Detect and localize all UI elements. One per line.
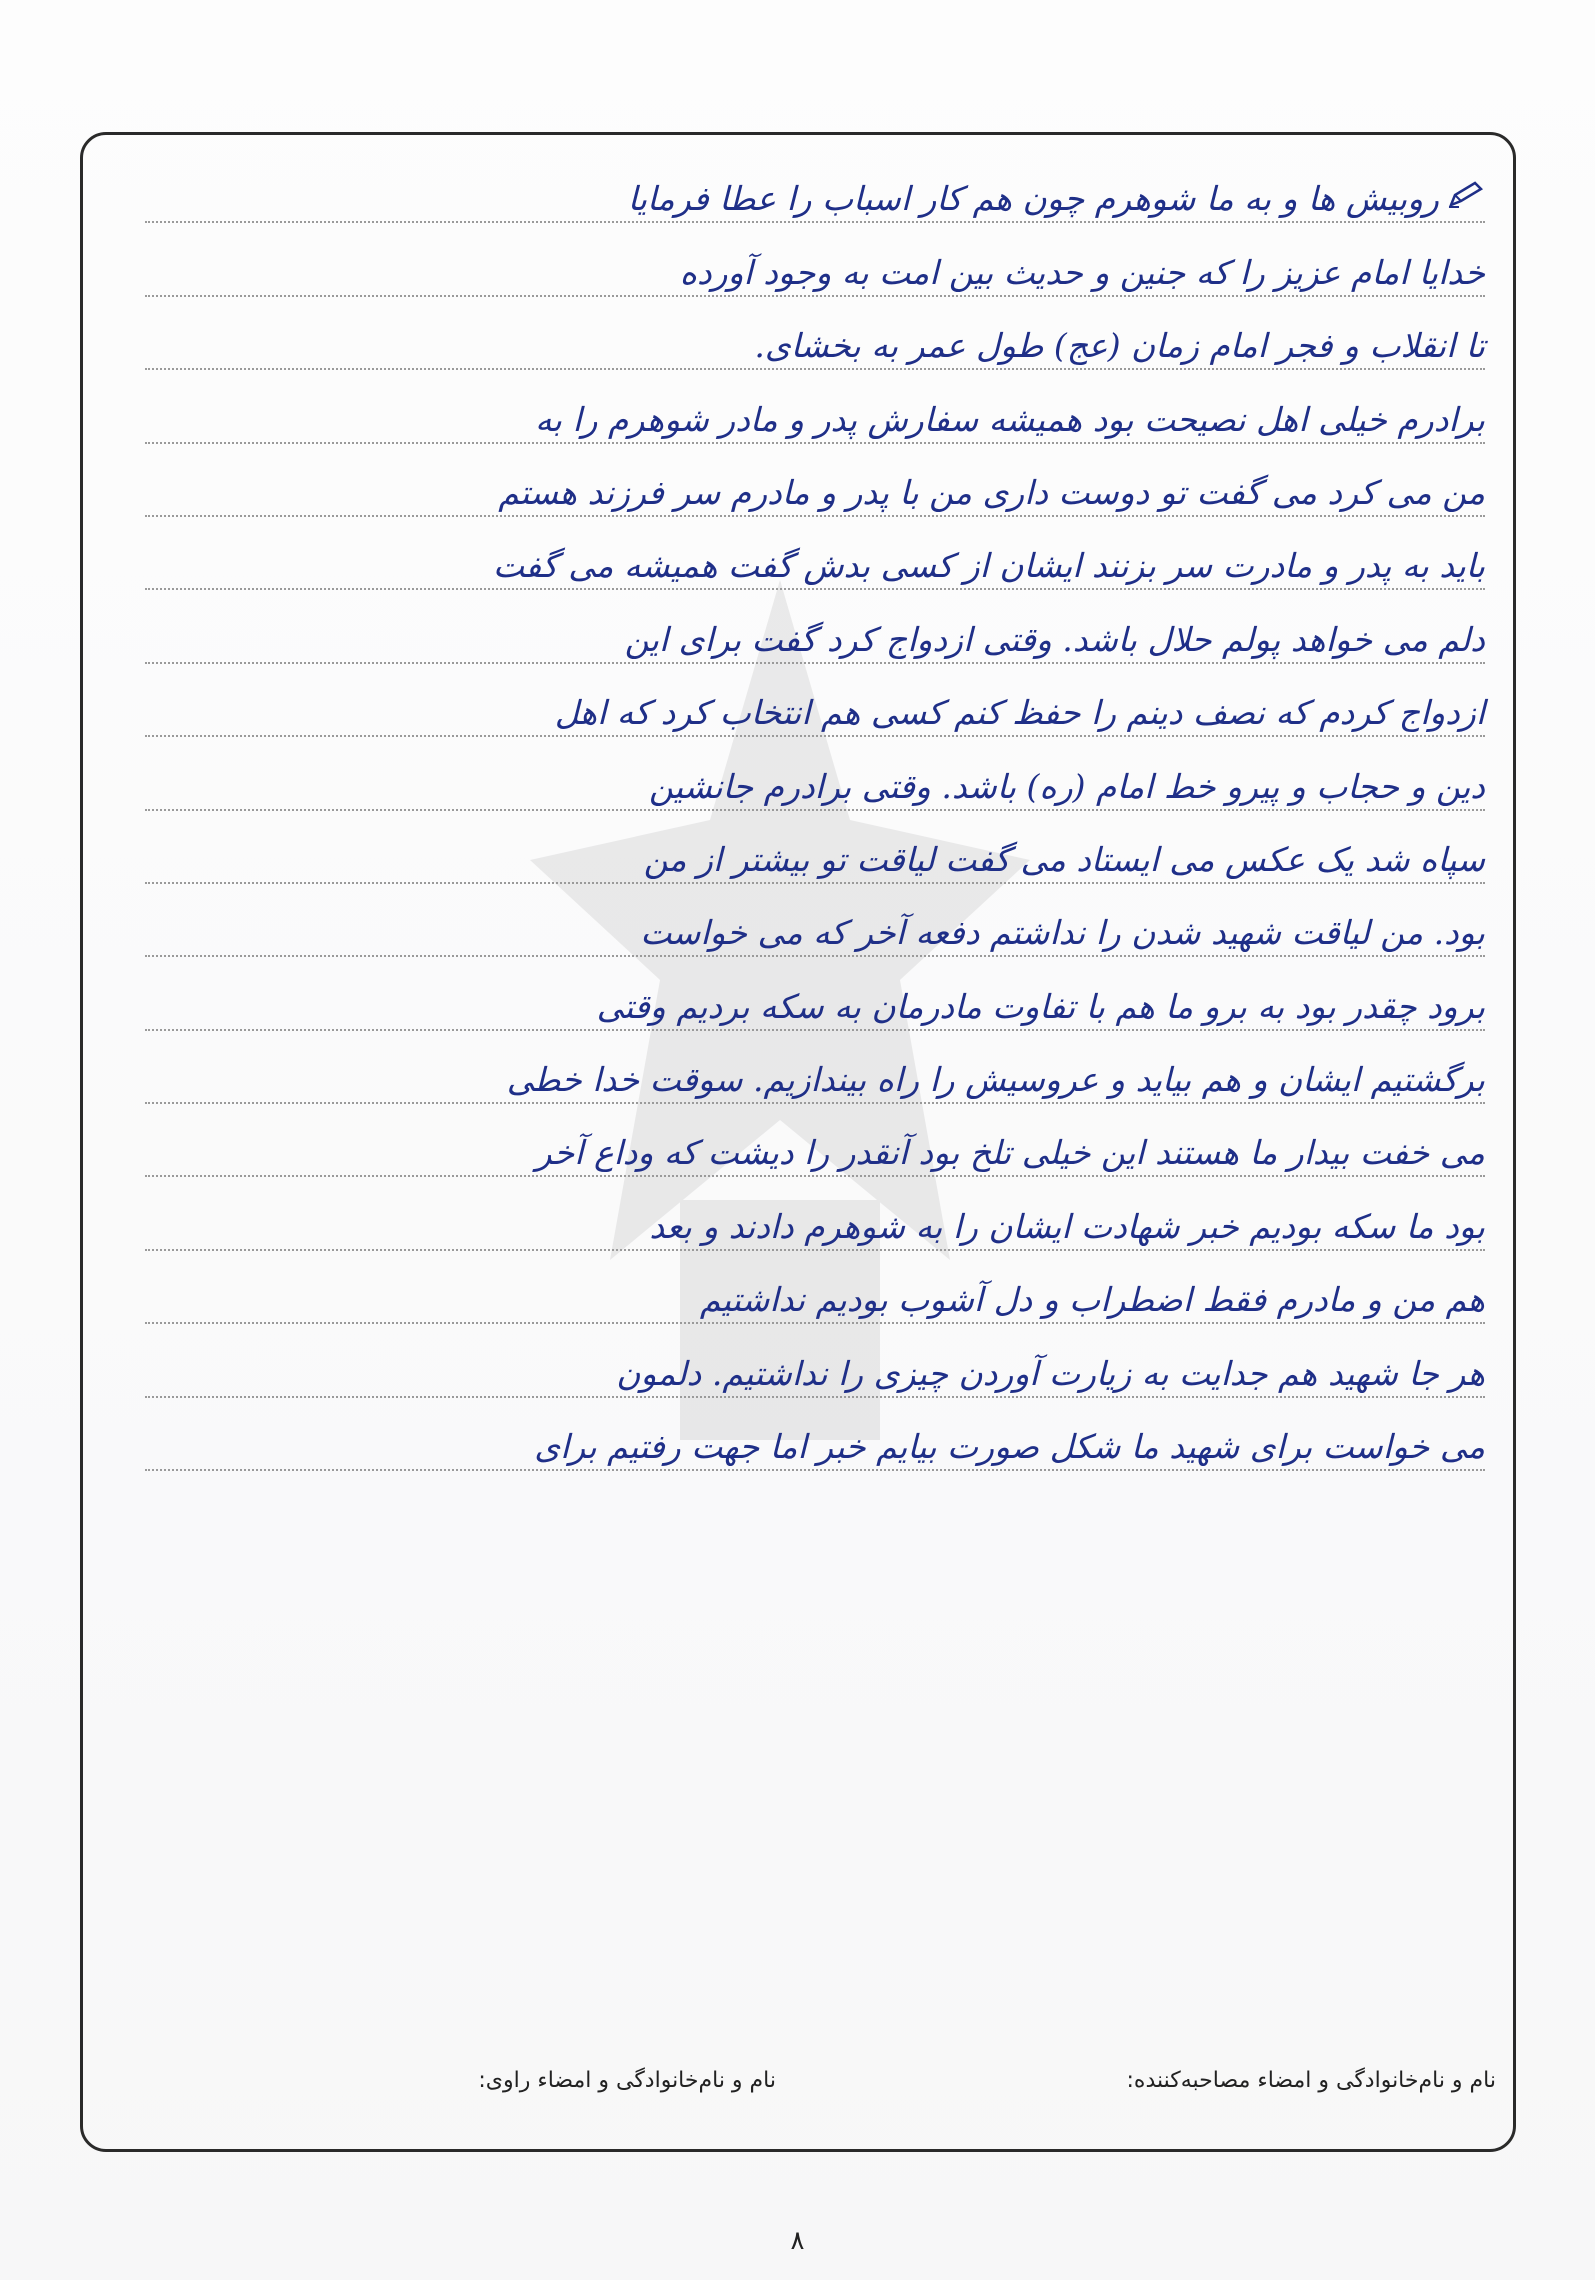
text-line bbox=[145, 664, 1485, 737]
line-text: بود. من لیاقت شهید شدن را نداشتم دفعه آخر که می خواست bbox=[640, 913, 1485, 953]
line-text: هم من و مادرم فقط اضطراب و دل آشوب بودیم نداشتیم bbox=[699, 1280, 1485, 1320]
line-text: من می کرد می گفت تو دوست داری من با پدر و مادرم سر فرزند هستم bbox=[498, 472, 1485, 512]
text-line bbox=[145, 1251, 1485, 1324]
line-text: برگشتیم ایشان و هم بیاید و عروسیش را راه بیندازیم. سوقت خدا خطی bbox=[506, 1060, 1485, 1100]
line-text: روبیش ها و به ما شوهرم چون هم کار اسباب را عطا فرمایا bbox=[627, 179, 1439, 219]
text-line bbox=[145, 223, 1485, 296]
page-number: ۸ bbox=[790, 2226, 805, 2256]
text-line bbox=[145, 737, 1485, 810]
handwritten-lines bbox=[145, 150, 1485, 1471]
text-line bbox=[145, 1324, 1485, 1397]
text-line bbox=[145, 370, 1485, 443]
pencil-icon bbox=[1447, 179, 1485, 209]
line-text: می خواست برای شهید ما شکل صورت بیایم خبر اما جهت رفتیم برای bbox=[534, 1427, 1485, 1467]
text-line bbox=[145, 1398, 1485, 1471]
line-text: تا انقلاب و فجر امام زمان (عج) طول عمر به بخشای. bbox=[754, 326, 1485, 366]
line-text: می خفت بیدار ما هستند این خیلی تلخ بود آنقدر را دیشت که وداع آخر bbox=[535, 1133, 1485, 1173]
signature-footer bbox=[100, 2068, 1496, 2128]
text-line bbox=[145, 957, 1485, 1030]
text-line bbox=[145, 1177, 1485, 1250]
text-line bbox=[145, 1031, 1485, 1104]
line-text: باید به پدر و مادرت سر بزنند ایشان از کسی بدش گفت همیشه می گفت bbox=[493, 546, 1485, 586]
line-text: خدایا امام عزیز را که جنین و حدیث بین امت به وجود آورده bbox=[679, 252, 1485, 292]
interviewer-signature-label: نام و نام‌خانوادگی و امضاء مصاحبه‌کننده: bbox=[1126, 2068, 1496, 2093]
text-line bbox=[145, 811, 1485, 884]
narrator-signature-label: نام و نام‌خانوادگی و امضاء راوی: bbox=[478, 2068, 776, 2093]
line-text: دین و حجاب و پیرو خط امام (ره) باشد. وقتی برادرم جانشین bbox=[648, 766, 1485, 806]
line-text: هر جا شهید هم جدایت به زیارت آوردن چیزی را نداشتیم. دلمون bbox=[616, 1353, 1485, 1393]
line-text: دلم می خواهد پولم حلال باشد. وقتی ازدواج کرد گفت برای این bbox=[624, 619, 1485, 659]
text-line bbox=[145, 297, 1485, 370]
text-line bbox=[145, 1104, 1485, 1177]
text-line bbox=[145, 150, 1485, 223]
text-line bbox=[145, 884, 1485, 957]
line-text: ازدواج کردم که نصف دینم را حفظ کنم کسی هم انتخاب کرد که اهل bbox=[554, 693, 1485, 733]
text-line bbox=[145, 590, 1485, 663]
line-text: سپاه شد یک عکس می ایستاد می گفت لیاقت تو بیشتر از من bbox=[643, 839, 1485, 879]
line-text: برادرم خیلی اهل نصیحت بود همیشه سفارش پدر و مادر شوهرم را به bbox=[535, 399, 1485, 439]
line-text: بود ما سکه بودیم خبر شهادت ایشان را به شوهرم دادند و بعد bbox=[649, 1206, 1485, 1246]
text-line bbox=[145, 517, 1485, 590]
line-text: برود چقدر بود به برو ما هم با تفاوت مادرمان به سکه بردیم وقتی bbox=[596, 986, 1485, 1026]
text-line bbox=[145, 444, 1485, 517]
